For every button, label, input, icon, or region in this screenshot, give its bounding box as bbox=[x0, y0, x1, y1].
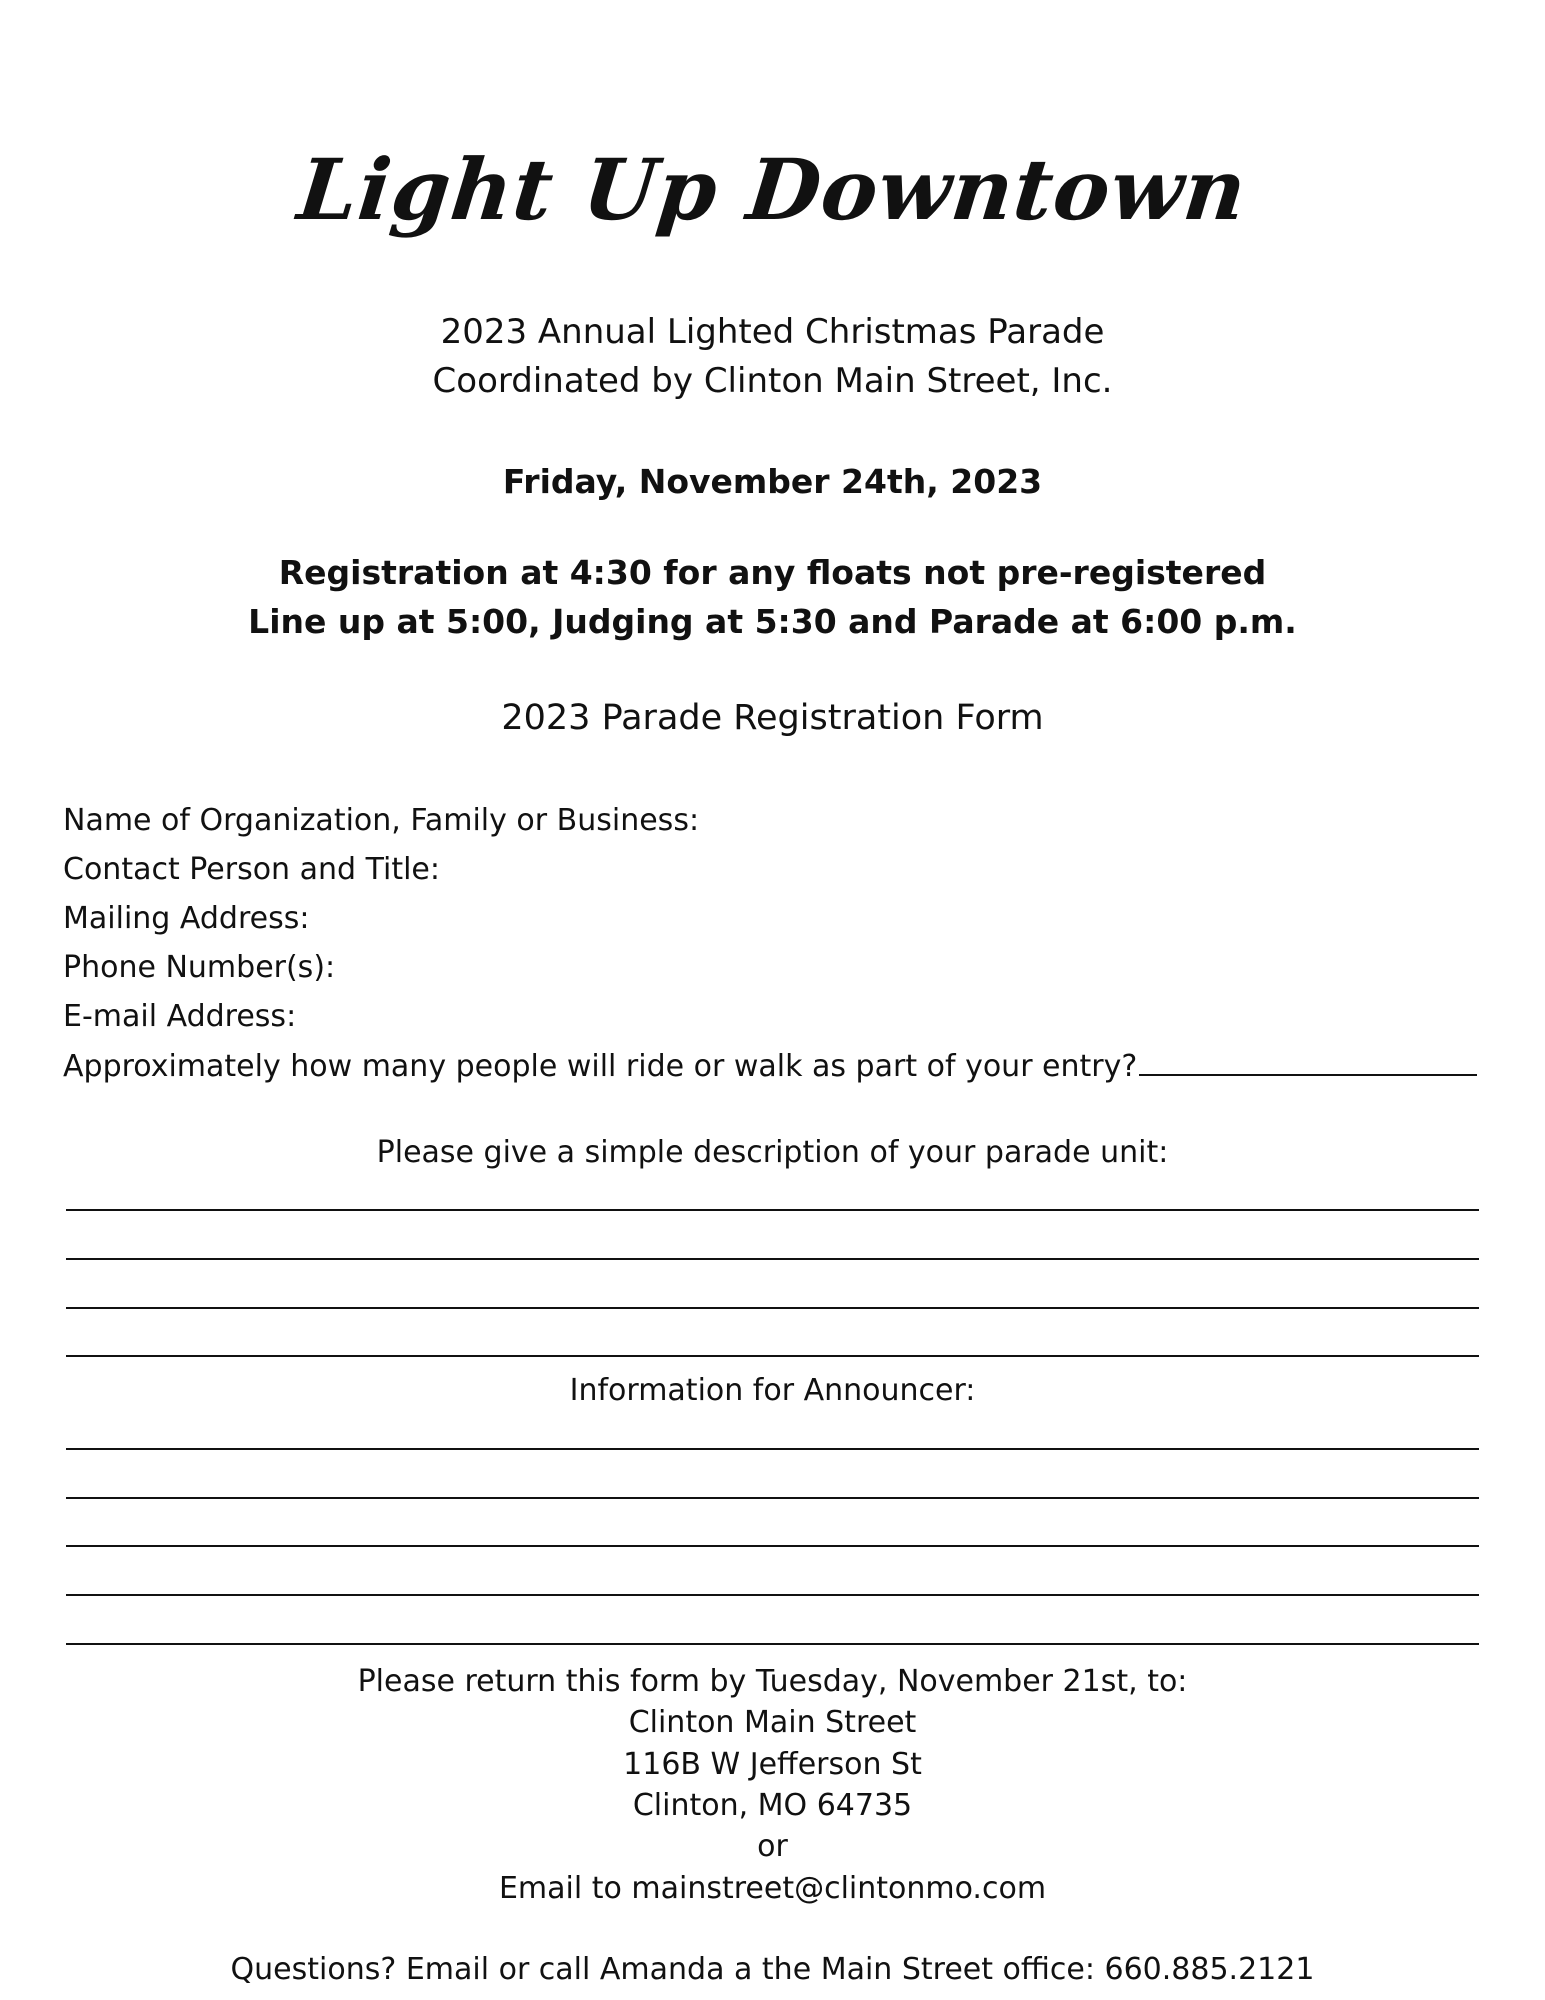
description-line[interactable] bbox=[66, 1307, 1479, 1309]
announcer-line[interactable] bbox=[66, 1643, 1479, 1645]
return-or: or bbox=[757, 1829, 788, 1864]
contact-field-label: Contact Person and Title: bbox=[63, 852, 440, 887]
mailing-address-field-label: Mailing Address: bbox=[63, 901, 310, 936]
description-line[interactable] bbox=[66, 1355, 1479, 1357]
announcer-line[interactable] bbox=[66, 1497, 1479, 1499]
participants-field-label: Approximately how many people will ride or walk as part of your entry? bbox=[63, 1049, 1138, 1084]
description-prompt: Please give a simple description of your parade unit: bbox=[376, 1135, 1169, 1170]
form-title: 2023 Parade Registration Form bbox=[501, 698, 1044, 738]
announcer-line[interactable] bbox=[66, 1594, 1479, 1596]
questions-contact: Questions? Email or call Amanda a the Main Street office: 660.885.2121 bbox=[230, 1952, 1315, 1987]
page-title: Light Up Downtown bbox=[293, 140, 1252, 239]
return-street: 116B W Jefferson St bbox=[623, 1747, 922, 1782]
return-instructions: Please return this form by Tuesday, November 21st, to: bbox=[357, 1664, 1188, 1699]
announcer-prompt: Information for Announcer: bbox=[569, 1373, 976, 1408]
parade-subtitle: 2023 Annual Lighted Christmas Parade bbox=[440, 312, 1105, 352]
schedule-times: Line up at 5:00, Judging at 5:30 and Parade at 6:00 p.m. bbox=[248, 602, 1297, 641]
announcer-line[interactable] bbox=[66, 1545, 1479, 1547]
email-field-label: E-mail Address: bbox=[63, 999, 297, 1034]
return-city: Clinton, MO 64735 bbox=[632, 1788, 913, 1823]
event-date: Friday, November 24th, 2023 bbox=[502, 462, 1043, 501]
description-line[interactable] bbox=[66, 1209, 1479, 1211]
return-org-name: Clinton Main Street bbox=[628, 1705, 917, 1740]
participants-field bbox=[63, 1048, 1477, 1084]
phone-field-label: Phone Number(s): bbox=[63, 950, 336, 985]
return-email: Email to mainstreet@clintonmo.com bbox=[498, 1871, 1047, 1906]
coordinator-subtitle: Coordinated by Clinton Main Street, Inc. bbox=[432, 361, 1113, 401]
announcer-line[interactable] bbox=[66, 1448, 1479, 1450]
registration-time: Registration at 4:30 for any floats not pre-registered bbox=[278, 553, 1267, 592]
description-line[interactable] bbox=[66, 1258, 1479, 1260]
participants-blank-line[interactable] bbox=[1139, 1048, 1477, 1076]
organization-field-label: Name of Organization, Family or Business: bbox=[63, 803, 700, 838]
